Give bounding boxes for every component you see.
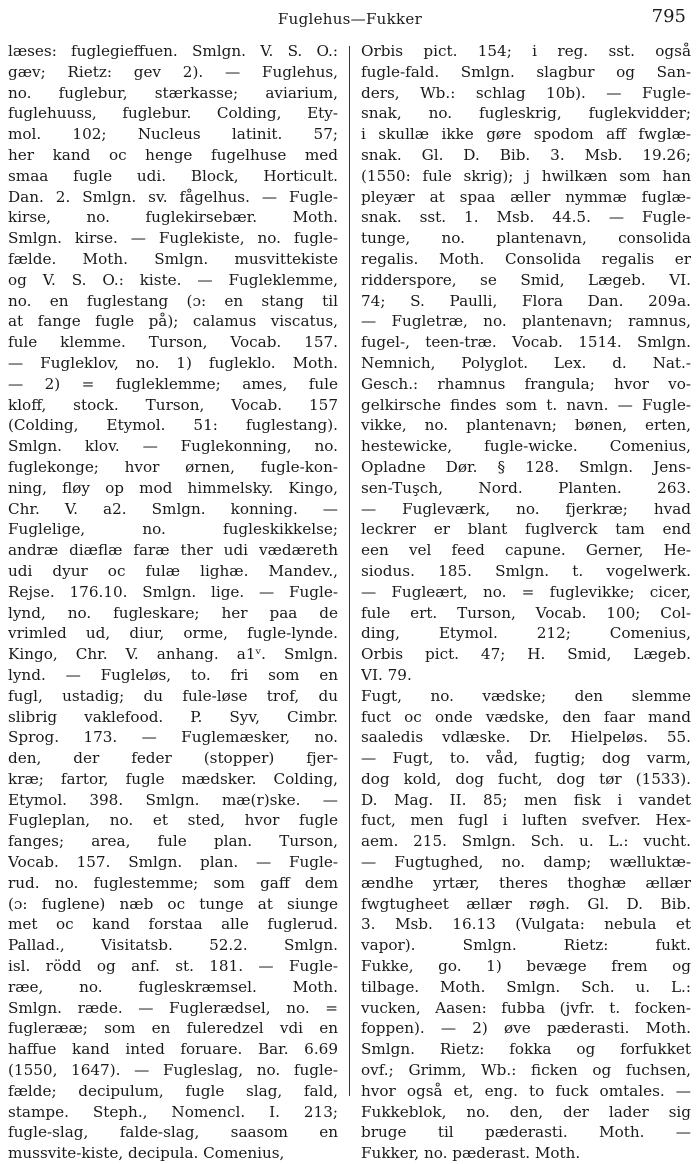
text-line: snak. Gl. D. Bib. 3. Msb. 19.26;	[361, 145, 691, 164]
text-line: ovf.; Grimm, Wb.: ficken og fuchsen,	[361, 1061, 691, 1080]
text-line: Pallad., Visitatsb. 52.2. Smlgn.	[8, 936, 338, 955]
text-line: vikke, no. plantenavn; bønen, erten,	[361, 416, 691, 435]
text-line: fælde; decipulum, fugle slag, fald,	[8, 1081, 338, 1100]
text-line: vrimled ud, diur, orme, fugle-lynde.	[8, 624, 338, 643]
text-line: fuct, men fugl i luften svefver. Hex-	[361, 811, 691, 830]
text-line: (Colding, Etymol. 51: fuglestang).	[8, 416, 338, 435]
text-line: — Fugleklov, no. 1) fugleklo. Moth.	[8, 353, 338, 372]
text-line: fanges; area, fule plan. Turson,	[8, 832, 338, 851]
text-line: Fugleplan, no. et sted, hvor fugle	[8, 811, 338, 830]
text-line: — 2) = fugleklemme; ames, fule	[8, 374, 338, 393]
text-line: ændhe yrtær, theres thoghæ ællær	[361, 873, 691, 892]
text-line: bruge til pæderasti. Moth. —	[361, 1123, 691, 1142]
text-line: rud. no. fuglestemme; som gaff dem	[8, 873, 338, 892]
text-line: isl. rödd og anf. st. 181. — Fugle-	[8, 957, 338, 976]
text-line: Etymol. 398. Smlgn. mæ(r)ske. —	[8, 790, 338, 809]
text-line: Nemnich, Polyglot. Lex. d. Nat.-	[361, 353, 691, 372]
text-line: den, der feder (stopper) fjer-	[8, 749, 338, 768]
text-line: Smlgn. kirse. — Fuglekiste, no. fugle-	[8, 229, 338, 248]
text-line: een vel feed capune. Gerner, He-	[361, 541, 691, 560]
text-line: saaledis vdlæske. Dr. Hielpeløs. 55.	[361, 728, 691, 747]
text-line: udi dyur oc fulæ lighæ. Mandev.,	[8, 561, 338, 580]
text-line: andræ diæflæ faræ ther udi vædæreth	[8, 541, 338, 560]
text-line: Fukker, no. pæderast. Moth.	[361, 1144, 581, 1163]
text-line: her kand oc henge fugelhuse med	[8, 145, 338, 164]
text-line: gæv; Rietz: gev 2). — Fuglehus,	[8, 62, 338, 81]
text-line: stampe. Steph., Nomencl. I. 213;	[8, 1102, 338, 1121]
text-line: fule ert. Turson, Vocab. 100; Col-	[361, 603, 691, 622]
text-line: — Fugletræ, no. plantenavn; ramnus,	[361, 312, 691, 331]
text-line: fugle-slag, falde-slag, saasom en	[8, 1123, 338, 1142]
text-line: fælde. Moth. Smlgn. musvittekiste	[8, 249, 338, 268]
text-line: lynd. — Fugleløs, to. fri som en	[8, 665, 338, 684]
text-line: sen-Tuşch, Nord. Planten. 263.	[361, 478, 691, 497]
text-line: (ɔ: fuglene) næb oc tunge at siunge	[8, 894, 338, 913]
page-header	[0, 6, 700, 32]
text-line: Orbis pict. 154; i reg. sst. også	[361, 42, 691, 60]
text-line: (1550: fule skrig); j hwilkæn som han	[361, 166, 691, 185]
text-line: Dan. 2. Smlgn. sv. fågelhus. — Fugle-	[8, 187, 338, 206]
text-line: fuglehuuss, fuglebur. Colding, Ety-	[8, 104, 338, 123]
text-line: i skullæ ikke gøre spodom aff fwglæ-	[361, 125, 691, 144]
text-line: Fukke, go. 1) bevæge frem og	[361, 957, 691, 976]
text-line: regalis. Moth. Consolida regalis er	[361, 249, 691, 268]
column-divider	[349, 46, 350, 1096]
text-line: Fuglelige, no. fugleskikkelse;	[8, 520, 338, 539]
text-line: fwgtugheet ællær røgh. Gl. D. Bib.	[361, 894, 691, 913]
text-line: no. fuglebur, stærkasse; aviarium,	[8, 83, 338, 102]
text-line: ræe, no. fugleskræmsel. Moth.	[8, 977, 338, 996]
text-line: fuglerææ; som en fuleredzel vdi en	[8, 1019, 338, 1038]
text-line: mol. 102; Nucleus latinit. 57;	[8, 125, 338, 144]
text-line: Kingo, Chr. V. anhang. a1ᵛ. Smlgn.	[8, 645, 338, 664]
text-line: ning, fløy op mod himmelsky. Kingo,	[8, 478, 338, 497]
text-line: mussvite-kiste, decipula. Comenius,	[8, 1144, 285, 1163]
text-line: snak. sst. 1. Msb. 44.5. — Fugle-	[361, 208, 691, 227]
text-line: Gesch.: rhamnus frangula; hvor vo-	[361, 374, 691, 393]
text-line: Fugt, no. vædske; den slemme	[361, 686, 691, 705]
text-line: (1550, 1647). — Fugleslag, no. fugle-	[8, 1061, 338, 1080]
text-line: met oc kand forstaa alle fuglerud.	[8, 915, 338, 934]
text-line: tunge, no. plantenavn, consolida	[361, 229, 691, 248]
text-line: fuglekonge; hvor ørnen, fugle-kon-	[8, 457, 338, 476]
text-line: at fange fugle på); calamus viscatus,	[8, 312, 338, 331]
text-line: Chr. V. a2. Smlgn. konning. —	[8, 499, 338, 518]
text-line: snak, no. fugleskrig, fuglekvidder;	[361, 104, 691, 123]
text-line: slibrig vaklefood. P. Syv, Cimbr.	[8, 707, 338, 726]
text-line: vucken, Aasen: fubba (jvfr. t. focken-	[361, 998, 691, 1017]
text-line: kirse, no. fuglekirsebær. Moth.	[8, 208, 338, 227]
text-line: vapor). Smlgn. Rietz: fukt.	[361, 936, 691, 955]
text-line: — Fugleværk, no. fjerkræ; hvad	[361, 499, 691, 518]
text-line: lynd, no. fugleskare; her paa de	[8, 603, 338, 622]
text-line: og V. S. O.: kiste. — Fugleklemme,	[8, 270, 338, 289]
text-line: Smlgn. ræde. — Fuglerædsel, no. =	[8, 998, 338, 1017]
text-line: tilbage. Moth. Smlgn. Sch. u. L.:	[361, 977, 691, 996]
text-line: smaa fugle udi. Block, Horticult.	[8, 166, 338, 185]
text-line: Rejse. 176.10. Smlgn. lige. — Fugle-	[8, 582, 338, 601]
text-line: foppen). — 2) øve pæderasti. Moth.	[361, 1019, 691, 1038]
text-line: fugle-fald. Smlgn. slagbur og San-	[361, 62, 691, 81]
text-line: kræ; fartor, fugle mædsker. Colding,	[8, 769, 338, 788]
text-line: D. Mag. II. 85; men fisk i vandet	[361, 790, 691, 809]
page-number: 795	[651, 6, 686, 27]
text-line: Smlgn. klov. — Fuglekonning, no.	[8, 437, 338, 456]
text-line: dog kold, dog fucht, dog tør (1533).	[361, 769, 691, 788]
text-line: — Fugtughed, no. damp; wælluktæ-	[361, 853, 691, 872]
text-line: Opladne Dør. § 128. Smlgn. Jens-	[361, 457, 691, 476]
text-line: leckrer er blant fuglverck tam end	[361, 520, 691, 539]
text-line: pleyær at spaa æller nymmæ fuglæ-	[361, 187, 691, 206]
left-column	[8, 41, 338, 1164]
text-line: haffue kand inted foruare. Bar. 6.69	[8, 1040, 338, 1059]
text-line: — Fugleært, no. = fuglevikke; cicer,	[361, 582, 691, 601]
text-line: ding, Etymol. 212; Comenius,	[361, 624, 691, 643]
text-line: ders, Wb.: schlag 10b). — Fugle-	[361, 83, 691, 102]
text-line: kloff, stock. Turson, Vocab. 157	[8, 395, 338, 414]
text-line: Fukkeblok, no. den, der lader sig	[361, 1102, 691, 1121]
text-line: Sprog. 173. — Fuglemæsker, no.	[8, 728, 338, 747]
text-line: læses: fuglegieffuen. Smlgn. V. S. O.:	[8, 42, 338, 60]
text-line: VI. 79.	[361, 665, 412, 684]
text-line: fuct oc onde vædske, den faar mand	[361, 707, 691, 726]
text-line: Vocab. 157. Smlgn. plan. — Fugle-	[8, 853, 338, 872]
text-line: no. en fuglestang (ɔ: en stang til	[8, 291, 338, 310]
right-column	[361, 41, 691, 1164]
text-line: hvor også et, eng. to fuck omtales. —	[361, 1081, 691, 1100]
text-line: hestewicke, fugle-wicke. Comenius,	[361, 437, 691, 456]
text-line: Smlgn. Rietz: fokka og forfukket	[361, 1040, 691, 1059]
text-line: fugl, ustadig; du fule-løse trof, du	[8, 686, 338, 705]
text-line: fule klemme. Turson, Vocab. 157.	[8, 333, 338, 352]
text-line: ridderspore, se Smid, Lægeb. VI.	[361, 270, 691, 289]
text-line: 3. Msb. 16.13 (Vulgata: nebula et	[361, 915, 691, 934]
text-line: Orbis pict. 47; H. Smid, Lægeb.	[361, 645, 691, 664]
text-line: siodus. 185. Smlgn. t. vogelwerk.	[361, 561, 691, 580]
text-line: aem. 215. Smlgn. Sch. u. L.: vucht.	[361, 832, 691, 851]
text-line: — Fugt, to. våd, fugtig; dog varm,	[361, 749, 691, 768]
text-line: gelkirsche findes som t. navn. — Fugle-	[361, 395, 691, 414]
text-line: 74; S. Paulli, Flora Dan. 209a.	[361, 291, 691, 310]
running-head: Fuglehus—Fukker	[277, 10, 423, 28]
text-line: fugel-, teen-træ. Vocab. 1514. Smlgn.	[361, 333, 691, 352]
